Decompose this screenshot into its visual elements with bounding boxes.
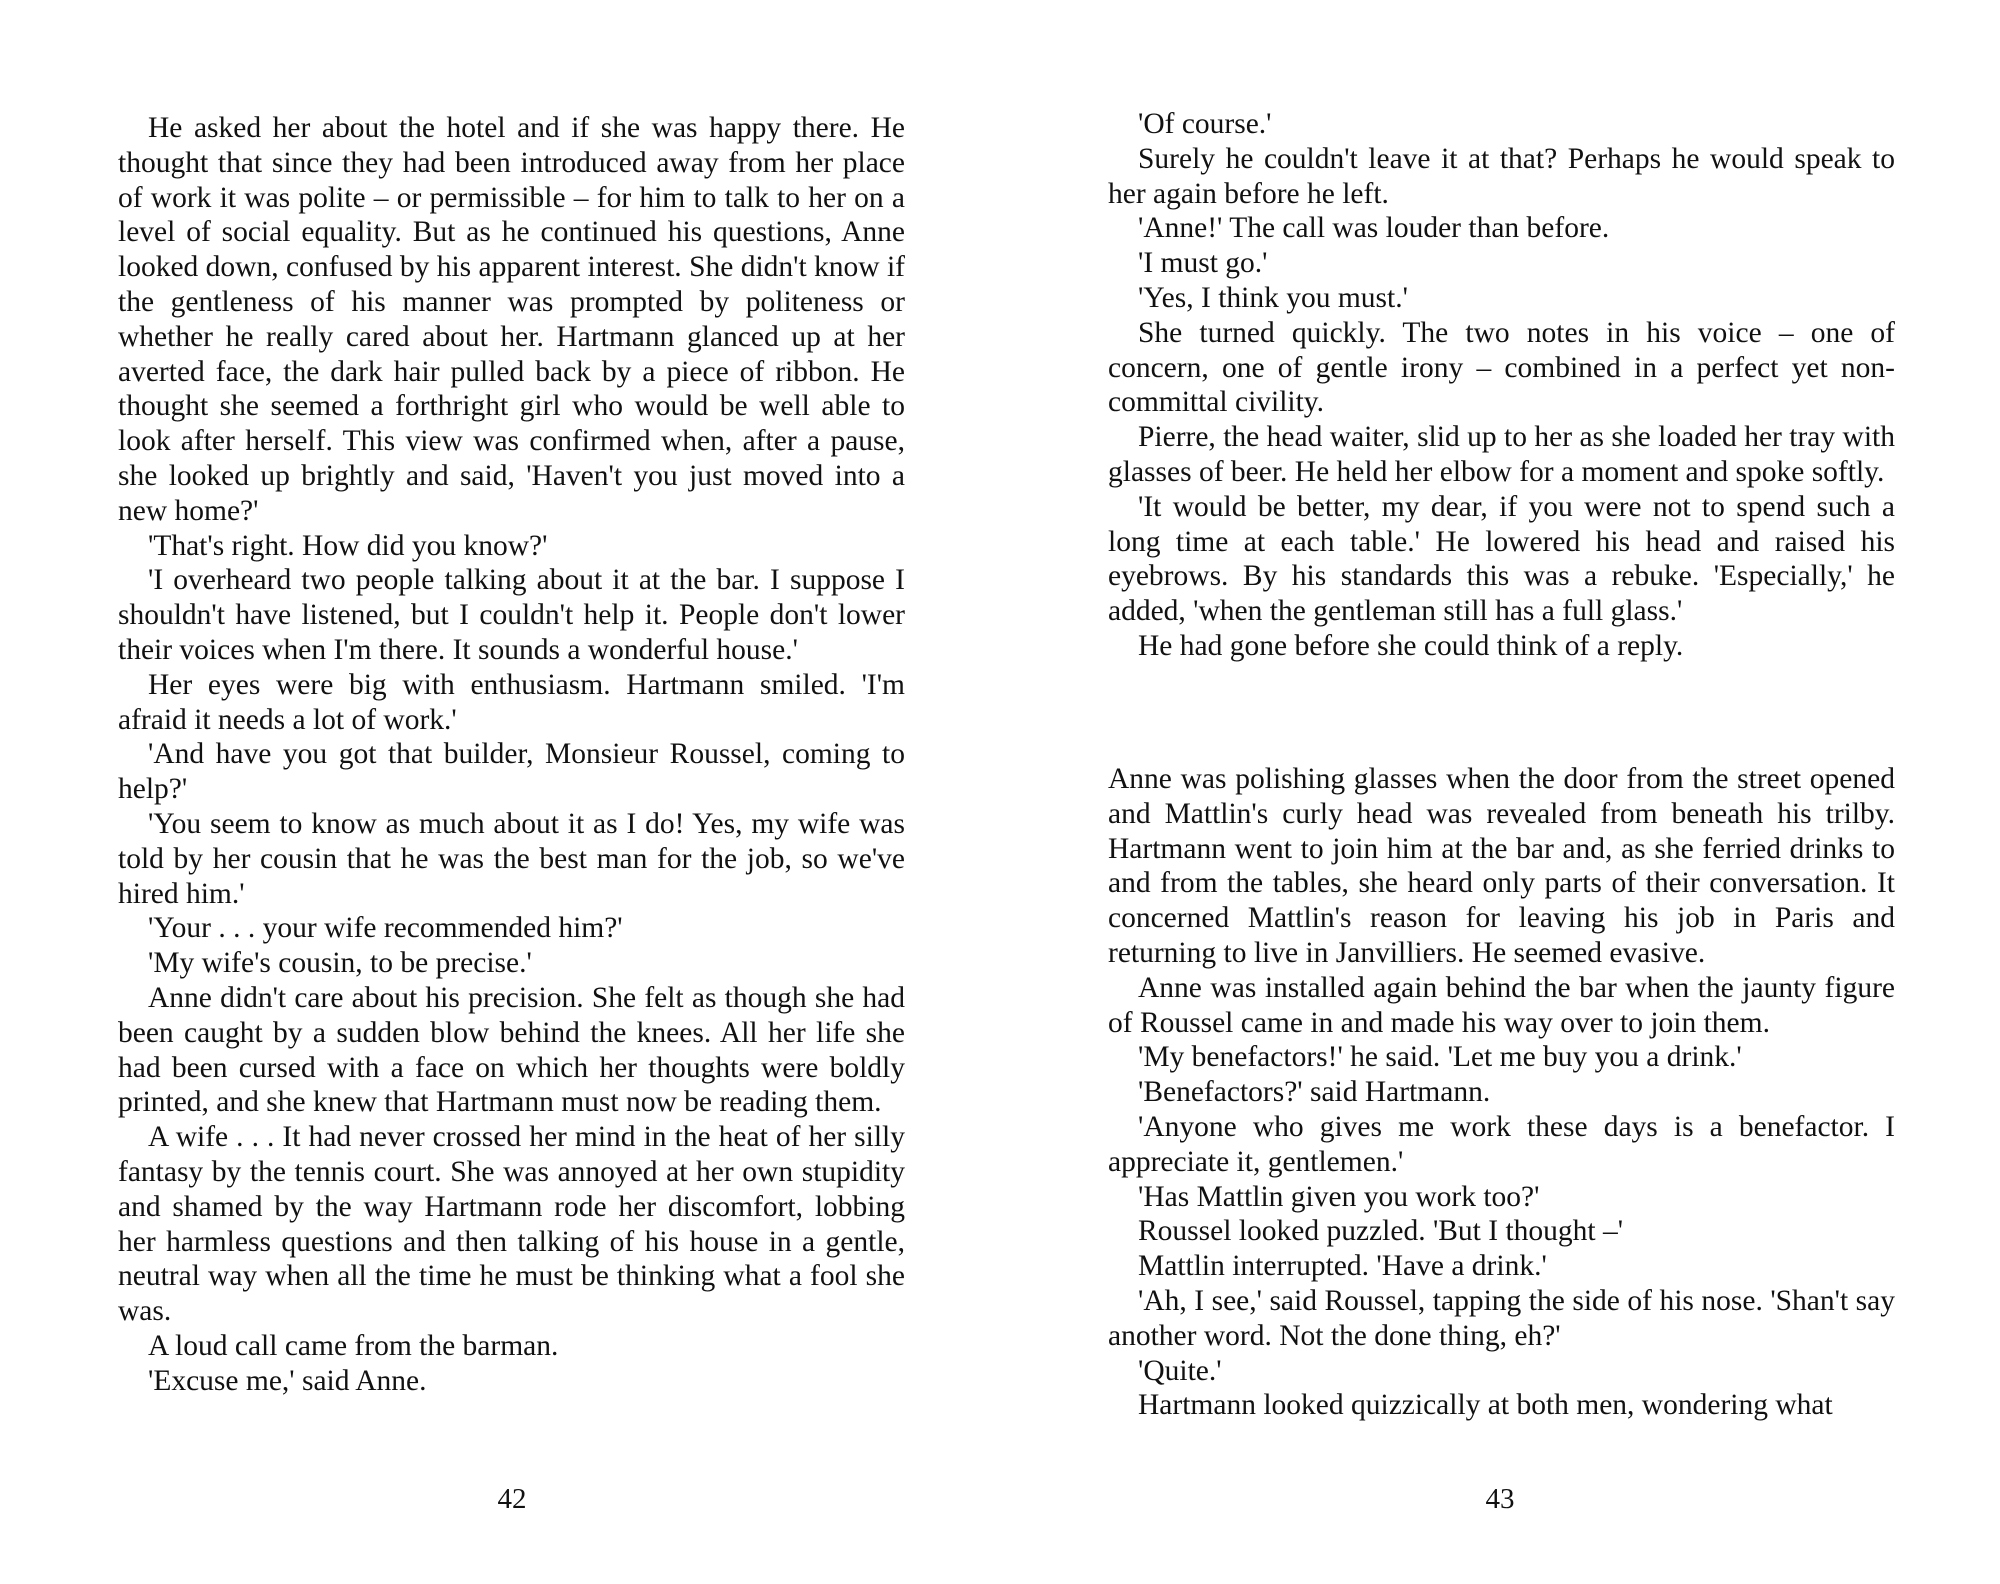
- paragraph: She turned quickly. The two notes in his voice – one of concern, one of gentle irony – combined in a perfect yet noncommittal civility.: [1108, 316, 1895, 419]
- paragraph: Anne was installed again behind the bar when the jaunty figure of Roussel came in and made his way over to join them.: [1108, 971, 1895, 1039]
- page-number: 43: [1485, 1483, 1515, 1515]
- section-opening-paragraph: Anne was polishing glasses when the door from the street opened and Mattlin's curly head was revealed from beneath his trilby. Hartmann went to join him at the bar and, as she ferried drinks to and from the tables, she heard only parts of their conversation. It concerned Mattlin's reason for leaving his job in Paris and returning to live in Janvilliers. He seemed evasive.: [1108, 763, 1895, 969]
- paragraph: 'Has Mattlin given you work too?': [1138, 1180, 1540, 1213]
- paragraph: 'Yes, I think you must.': [1138, 281, 1408, 314]
- paragraph: 'Quite.': [1138, 1354, 1222, 1387]
- paragraph: 'That's right. How did you know?': [148, 529, 548, 562]
- paragraph: 'Of course.': [1138, 108, 1272, 140]
- paragraph: 'Benefactors?' said Hartmann.: [1138, 1076, 1491, 1109]
- paragraph: He asked her about the hotel and if she was happy there. He thought that since they had been introduced away from her place of work it was polite – or permissible – for him to talk to her on a level of social equality. But as he continued his questions, Anne looked down, confused by his apparent interest. She didn't know if the gentleness of his manner was prompted by politeness or whether he really cared about her. Hartmann glanced up at her averted face, the dark hair pulled back by a piece of ribbon. He thought she seemed a forthright girl who would be well able to look after herself. This view was confirmed when, after a pause, she looked up brightly and said, 'Haven't you just moved into a new home?': [118, 112, 905, 527]
- paragraph: He had gone before she could think of a reply.: [1138, 629, 1684, 662]
- paragraph: Pierre, the head waiter, slid up to her as she loaded her tray with glasses of beer. He held her elbow for a moment and spoke softly.: [1108, 421, 1895, 488]
- paragraph: Surely he couldn't leave it at that? Perhaps he would speak to her again before he left.: [1108, 142, 1895, 210]
- paragraph: Her eyes were big with enthusiasm. Hartmann smiled. 'I'm afraid it needs a lot of work.': [118, 668, 905, 736]
- paragraph: Hartmann looked quizzically at both men, wondering what: [1138, 1389, 1833, 1422]
- paragraph: 'You seem to know as much about it as I do! Yes, my wife was told by her cousin that he was the best man for the job, so we've hired him.': [118, 807, 905, 910]
- paragraph: 'Your . . . your wife recommended him?': [148, 912, 623, 945]
- right-page: [1000, 0, 2000, 1584]
- paragraph: Roussel looked puzzled. 'But I thought –': [1138, 1215, 1624, 1248]
- paragraph: 'My wife's cousin, to be precise.': [148, 947, 532, 980]
- paragraph: 'I overheard two people talking about it at the bar. I suppose I shouldn't have listened, but I couldn't help it. People don't lower their voices when I'm there. It sounds a wonderful house.': [118, 564, 905, 666]
- right-page-text-section-one: [1108, 107, 1895, 664]
- page-number: 42: [497, 1483, 527, 1515]
- paragraph: 'It would be better, my dear, if you were not to spend such a long time at each table.' He lowered his head and raised his eyebrows. By his standards this was a rebuke. 'Especially,' he added, 'when the gentleman still has a full glass.': [1108, 490, 1895, 628]
- left-page-text: [118, 111, 905, 1398]
- paragraph: Mattlin interrupted. 'Have a drink.': [1138, 1250, 1547, 1283]
- paragraph: 'I must go.': [1138, 247, 1268, 280]
- paragraph: Anne didn't care about his precision. She felt as though she had been caught by a sudden blow behind the knees. All her life she had been cursed with a face on which her thoughts were boldly printed, and she knew that Hartmann must now be reading them.: [118, 981, 905, 1119]
- paragraph: 'My benefactors!' he said. 'Let me buy you a drink.': [1138, 1041, 1742, 1074]
- paragraph: 'Anyone who gives me work these days is a benefactor. I appreciate it, gentlemen.': [1108, 1110, 1895, 1178]
- paragraph: A wife . . . It had never crossed her mind in the heat of her silly fantasy by the tennis court. She was annoyed at her own stupidity and shamed by the way Hartmann rode her discomfort, lobbing her harmless questions and then talking of his house in a gentle, neutral way when all the time he must be thinking what a fool she was.: [118, 1121, 905, 1328]
- paragraph: 'And have you got that builder, Monsieur Roussel, coming to help?': [118, 738, 905, 806]
- paragraph: 'Anne!' The call was louder than before.: [1138, 212, 1610, 245]
- paragraph: 'Ah, I see,' said Roussel, tapping the side of his nose. 'Shan't say another word. Not the done thing, eh?': [1108, 1284, 1895, 1352]
- paragraph: 'Excuse me,' said Anne.: [148, 1364, 427, 1397]
- paragraph: A loud call came from the barman.: [148, 1329, 559, 1362]
- right-page-text-section-two: [1108, 762, 1895, 1423]
